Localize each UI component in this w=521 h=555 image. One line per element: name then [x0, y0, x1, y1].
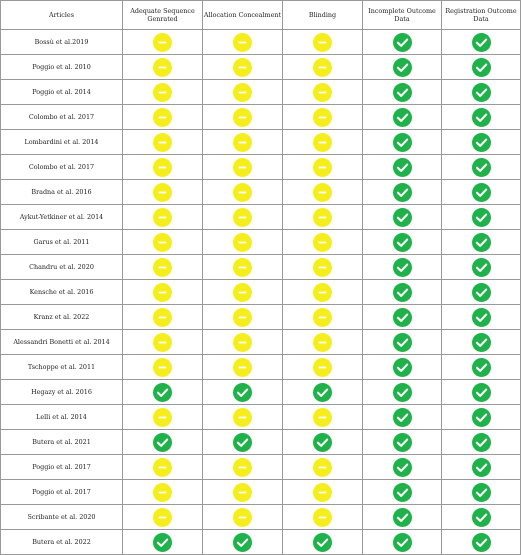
- rating-cell-incomplete-outcome: [363, 305, 442, 330]
- header-row: [1, 1, 521, 30]
- check-circle-icon: [153, 533, 172, 552]
- check-circle-icon: [472, 58, 491, 77]
- check-circle-icon: [233, 533, 252, 552]
- check-circle-icon: [393, 208, 412, 227]
- minus-circle-icon: [313, 333, 332, 352]
- rating-cell-registration-outcome: [442, 255, 521, 280]
- rating-cell-sequence-generation: [123, 30, 203, 55]
- minus-circle-icon: [233, 458, 252, 477]
- rating-cell-blinding: [283, 55, 363, 80]
- check-circle-icon: [313, 433, 332, 452]
- rating-cell-blinding: [283, 330, 363, 355]
- rating-cell-incomplete-outcome: [363, 30, 442, 55]
- minus-circle-icon: [233, 333, 252, 352]
- check-circle-icon: [393, 183, 412, 202]
- header-sequence-generation: Adequate Sequence Genrated: [123, 1, 203, 30]
- article-name: Butera et al. 2022: [1, 530, 123, 555]
- rating-cell-allocation-concealment: [203, 80, 283, 105]
- minus-circle-icon: [313, 308, 332, 327]
- table-row: [1, 455, 521, 480]
- minus-circle-icon: [153, 408, 172, 427]
- rating-cell-registration-outcome: [442, 105, 521, 130]
- rating-cell-incomplete-outcome: [363, 430, 442, 455]
- minus-circle-icon: [153, 483, 172, 502]
- rating-cell-incomplete-outcome: [363, 55, 442, 80]
- minus-circle-icon: [233, 408, 252, 427]
- minus-circle-icon: [233, 208, 252, 227]
- minus-circle-icon: [233, 233, 252, 252]
- rating-cell-registration-outcome: [442, 80, 521, 105]
- check-circle-icon: [393, 383, 412, 402]
- rating-cell-registration-outcome: [442, 30, 521, 55]
- rating-cell-incomplete-outcome: [363, 230, 442, 255]
- minus-circle-icon: [153, 458, 172, 477]
- check-circle-icon: [472, 33, 491, 52]
- rating-cell-registration-outcome: [442, 305, 521, 330]
- rating-cell-allocation-concealment: [203, 480, 283, 505]
- rating-cell-sequence-generation: [123, 380, 203, 405]
- rating-cell-allocation-concealment: [203, 355, 283, 380]
- rating-cell-incomplete-outcome: [363, 480, 442, 505]
- article-name: Lelli et al. 2014: [1, 405, 123, 430]
- table-row: [1, 305, 521, 330]
- minus-circle-icon: [153, 33, 172, 52]
- rating-cell-blinding: [283, 255, 363, 280]
- minus-circle-icon: [313, 258, 332, 277]
- rating-cell-blinding: [283, 380, 363, 405]
- minus-circle-icon: [233, 33, 252, 52]
- rating-cell-incomplete-outcome: [363, 405, 442, 430]
- rating-cell-allocation-concealment: [203, 430, 283, 455]
- minus-circle-icon: [233, 283, 252, 302]
- table-row: [1, 205, 521, 230]
- rating-cell-incomplete-outcome: [363, 180, 442, 205]
- article-name: Lombardini et al. 2014: [1, 130, 123, 155]
- check-circle-icon: [393, 533, 412, 552]
- table-row: [1, 230, 521, 255]
- rating-cell-registration-outcome: [442, 230, 521, 255]
- rating-cell-blinding: [283, 305, 363, 330]
- check-circle-icon: [393, 283, 412, 302]
- minus-circle-icon: [153, 283, 172, 302]
- table-row: [1, 480, 521, 505]
- rating-cell-sequence-generation: [123, 355, 203, 380]
- check-circle-icon: [393, 408, 412, 427]
- article-name: Bradna et al. 2016: [1, 180, 123, 205]
- rating-cell-sequence-generation: [123, 205, 203, 230]
- check-circle-icon: [472, 408, 491, 427]
- table-row: [1, 430, 521, 455]
- rating-cell-allocation-concealment: [203, 230, 283, 255]
- check-circle-icon: [472, 308, 491, 327]
- table-row: [1, 280, 521, 305]
- article-name: Colombo et al. 2017: [1, 105, 123, 130]
- check-circle-icon: [393, 333, 412, 352]
- rating-cell-blinding: [283, 155, 363, 180]
- rating-cell-sequence-generation: [123, 455, 203, 480]
- rating-cell-sequence-generation: [123, 330, 203, 355]
- article-name: Tschoppe et al. 2011: [1, 355, 123, 380]
- rating-cell-registration-outcome: [442, 530, 521, 555]
- rating-cell-sequence-generation: [123, 505, 203, 530]
- rating-cell-registration-outcome: [442, 205, 521, 230]
- minus-circle-icon: [313, 458, 332, 477]
- minus-circle-icon: [313, 408, 332, 427]
- table-row: [1, 130, 521, 155]
- rating-cell-registration-outcome: [442, 480, 521, 505]
- check-circle-icon: [472, 108, 491, 127]
- rating-cell-allocation-concealment: [203, 530, 283, 555]
- check-circle-icon: [393, 433, 412, 452]
- rating-cell-allocation-concealment: [203, 105, 283, 130]
- table-row: [1, 530, 521, 555]
- check-circle-icon: [472, 383, 491, 402]
- table-body: [1, 30, 521, 555]
- table-row: [1, 30, 521, 55]
- minus-circle-icon: [153, 83, 172, 102]
- rating-cell-registration-outcome: [442, 155, 521, 180]
- check-circle-icon: [313, 383, 332, 402]
- check-circle-icon: [393, 83, 412, 102]
- rating-cell-allocation-concealment: [203, 330, 283, 355]
- rating-cell-allocation-concealment: [203, 155, 283, 180]
- rating-cell-sequence-generation: [123, 180, 203, 205]
- table-row: [1, 355, 521, 380]
- table-row: [1, 155, 521, 180]
- rating-cell-blinding: [283, 30, 363, 55]
- article-name: Garus et al. 2011: [1, 230, 123, 255]
- rating-cell-blinding: [283, 205, 363, 230]
- rating-cell-blinding: [283, 355, 363, 380]
- rating-cell-blinding: [283, 80, 363, 105]
- rating-cell-allocation-concealment: [203, 255, 283, 280]
- minus-circle-icon: [153, 308, 172, 327]
- minus-circle-icon: [313, 33, 332, 52]
- rating-cell-sequence-generation: [123, 80, 203, 105]
- minus-circle-icon: [233, 358, 252, 377]
- check-circle-icon: [472, 458, 491, 477]
- article-name: Poggio et al. 2014: [1, 80, 123, 105]
- rating-cell-blinding: [283, 130, 363, 155]
- minus-circle-icon: [153, 133, 172, 152]
- article-name: Poggio et al. 2010: [1, 55, 123, 80]
- minus-circle-icon: [153, 358, 172, 377]
- check-circle-icon: [472, 183, 491, 202]
- minus-circle-icon: [313, 183, 332, 202]
- minus-circle-icon: [153, 58, 172, 77]
- rating-cell-registration-outcome: [442, 455, 521, 480]
- rating-cell-allocation-concealment: [203, 305, 283, 330]
- rating-cell-registration-outcome: [442, 280, 521, 305]
- minus-circle-icon: [233, 183, 252, 202]
- check-circle-icon: [233, 383, 252, 402]
- rating-cell-blinding: [283, 405, 363, 430]
- rating-cell-blinding: [283, 455, 363, 480]
- rating-cell-incomplete-outcome: [363, 530, 442, 555]
- rating-cell-registration-outcome: [442, 505, 521, 530]
- minus-circle-icon: [313, 108, 332, 127]
- rating-cell-sequence-generation: [123, 230, 203, 255]
- minus-circle-icon: [233, 508, 252, 527]
- rating-cell-blinding: [283, 105, 363, 130]
- article-name: Bossù et al.2019: [1, 30, 123, 55]
- rating-cell-registration-outcome: [442, 430, 521, 455]
- rating-cell-blinding: [283, 505, 363, 530]
- header-blinding: Blinding: [283, 1, 363, 30]
- table-row: [1, 405, 521, 430]
- minus-circle-icon: [313, 83, 332, 102]
- rating-cell-blinding: [283, 230, 363, 255]
- check-circle-icon: [153, 433, 172, 452]
- check-circle-icon: [472, 208, 491, 227]
- check-circle-icon: [472, 533, 491, 552]
- minus-circle-icon: [153, 233, 172, 252]
- rating-cell-sequence-generation: [123, 430, 203, 455]
- check-circle-icon: [393, 133, 412, 152]
- rating-cell-registration-outcome: [442, 380, 521, 405]
- rating-cell-registration-outcome: [442, 330, 521, 355]
- rating-cell-blinding: [283, 430, 363, 455]
- table-row: [1, 505, 521, 530]
- rating-cell-allocation-concealment: [203, 280, 283, 305]
- minus-circle-icon: [313, 358, 332, 377]
- rating-cell-sequence-generation: [123, 405, 203, 430]
- check-circle-icon: [393, 458, 412, 477]
- minus-circle-icon: [313, 58, 332, 77]
- header-allocation-concealment: Allocation Concealment: [203, 1, 283, 30]
- rating-cell-allocation-concealment: [203, 205, 283, 230]
- rating-cell-sequence-generation: [123, 130, 203, 155]
- rating-cell-incomplete-outcome: [363, 330, 442, 355]
- check-circle-icon: [393, 483, 412, 502]
- rating-cell-incomplete-outcome: [363, 105, 442, 130]
- rating-cell-registration-outcome: [442, 405, 521, 430]
- rating-cell-sequence-generation: [123, 55, 203, 80]
- rating-cell-blinding: [283, 180, 363, 205]
- check-circle-icon: [393, 358, 412, 377]
- minus-circle-icon: [313, 233, 332, 252]
- article-name: Chandru et al. 2020: [1, 255, 123, 280]
- rating-cell-sequence-generation: [123, 105, 203, 130]
- rating-cell-sequence-generation: [123, 280, 203, 305]
- minus-circle-icon: [233, 58, 252, 77]
- minus-circle-icon: [153, 258, 172, 277]
- minus-circle-icon: [233, 108, 252, 127]
- check-circle-icon: [472, 508, 491, 527]
- check-circle-icon: [472, 483, 491, 502]
- header-registration-outcome: Registration Outcome Data: [442, 1, 521, 30]
- minus-circle-icon: [153, 333, 172, 352]
- article-name: Hegazy et al. 2016: [1, 380, 123, 405]
- minus-circle-icon: [153, 108, 172, 127]
- rating-cell-blinding: [283, 480, 363, 505]
- table-row: [1, 105, 521, 130]
- rating-cell-blinding: [283, 530, 363, 555]
- article-name: Poggio et al. 2017: [1, 480, 123, 505]
- rating-cell-incomplete-outcome: [363, 505, 442, 530]
- rating-cell-incomplete-outcome: [363, 280, 442, 305]
- article-name: Kensche et al. 2016: [1, 280, 123, 305]
- check-circle-icon: [472, 133, 491, 152]
- check-circle-icon: [393, 508, 412, 527]
- check-circle-icon: [472, 83, 491, 102]
- check-circle-icon: [153, 383, 172, 402]
- minus-circle-icon: [233, 158, 252, 177]
- rating-cell-incomplete-outcome: [363, 205, 442, 230]
- minus-circle-icon: [313, 508, 332, 527]
- rating-cell-blinding: [283, 280, 363, 305]
- article-name: Poggio et al. 2017: [1, 455, 123, 480]
- rating-cell-sequence-generation: [123, 255, 203, 280]
- rating-cell-registration-outcome: [442, 355, 521, 380]
- table-row: [1, 80, 521, 105]
- rating-cell-allocation-concealment: [203, 180, 283, 205]
- rating-cell-allocation-concealment: [203, 405, 283, 430]
- rating-cell-incomplete-outcome: [363, 130, 442, 155]
- rating-cell-incomplete-outcome: [363, 255, 442, 280]
- check-circle-icon: [472, 358, 491, 377]
- rating-cell-sequence-generation: [123, 305, 203, 330]
- minus-circle-icon: [233, 308, 252, 327]
- minus-circle-icon: [233, 83, 252, 102]
- rating-cell-allocation-concealment: [203, 130, 283, 155]
- article-name: Colombo et al. 2017: [1, 155, 123, 180]
- rating-cell-incomplete-outcome: [363, 380, 442, 405]
- rating-cell-registration-outcome: [442, 180, 521, 205]
- rating-cell-incomplete-outcome: [363, 80, 442, 105]
- minus-circle-icon: [233, 258, 252, 277]
- rating-cell-sequence-generation: [123, 480, 203, 505]
- table-row: [1, 255, 521, 280]
- rating-cell-allocation-concealment: [203, 455, 283, 480]
- minus-circle-icon: [153, 508, 172, 527]
- rating-cell-allocation-concealment: [203, 380, 283, 405]
- check-circle-icon: [393, 308, 412, 327]
- minus-circle-icon: [313, 283, 332, 302]
- rating-cell-sequence-generation: [123, 155, 203, 180]
- rating-cell-registration-outcome: [442, 55, 521, 80]
- article-name: Butera et al. 2021: [1, 430, 123, 455]
- minus-circle-icon: [313, 483, 332, 502]
- minus-circle-icon: [153, 208, 172, 227]
- check-circle-icon: [393, 108, 412, 127]
- header-articles: Articles: [1, 1, 123, 30]
- check-circle-icon: [233, 433, 252, 452]
- table-row: [1, 55, 521, 80]
- minus-circle-icon: [233, 133, 252, 152]
- check-circle-icon: [472, 433, 491, 452]
- minus-circle-icon: [233, 483, 252, 502]
- table-row: [1, 330, 521, 355]
- check-circle-icon: [472, 333, 491, 352]
- check-circle-icon: [472, 158, 491, 177]
- check-circle-icon: [472, 283, 491, 302]
- rating-cell-incomplete-outcome: [363, 455, 442, 480]
- check-circle-icon: [393, 58, 412, 77]
- article-name: Aykut-Yetkiner et al. 2014: [1, 205, 123, 230]
- header-incomplete-outcome: Incomplete Outcome Data: [363, 1, 442, 30]
- rating-cell-registration-outcome: [442, 130, 521, 155]
- check-circle-icon: [393, 158, 412, 177]
- rating-cell-incomplete-outcome: [363, 155, 442, 180]
- check-circle-icon: [472, 258, 491, 277]
- minus-circle-icon: [313, 133, 332, 152]
- minus-circle-icon: [313, 158, 332, 177]
- rating-cell-allocation-concealment: [203, 55, 283, 80]
- minus-circle-icon: [153, 158, 172, 177]
- minus-circle-icon: [313, 208, 332, 227]
- article-name: Kranz et al. 2022: [1, 305, 123, 330]
- check-circle-icon: [393, 33, 412, 52]
- check-circle-icon: [472, 233, 491, 252]
- rating-cell-allocation-concealment: [203, 30, 283, 55]
- check-circle-icon: [393, 233, 412, 252]
- rating-cell-sequence-generation: [123, 530, 203, 555]
- article-name: Scribante et al. 2020: [1, 505, 123, 530]
- rating-cell-incomplete-outcome: [363, 355, 442, 380]
- rating-cell-allocation-concealment: [203, 505, 283, 530]
- minus-circle-icon: [153, 183, 172, 202]
- table-row: [1, 180, 521, 205]
- check-circle-icon: [393, 258, 412, 277]
- article-name: Alessandri Bonetti et al. 2014: [1, 330, 123, 355]
- table-row: [1, 380, 521, 405]
- check-circle-icon: [313, 533, 332, 552]
